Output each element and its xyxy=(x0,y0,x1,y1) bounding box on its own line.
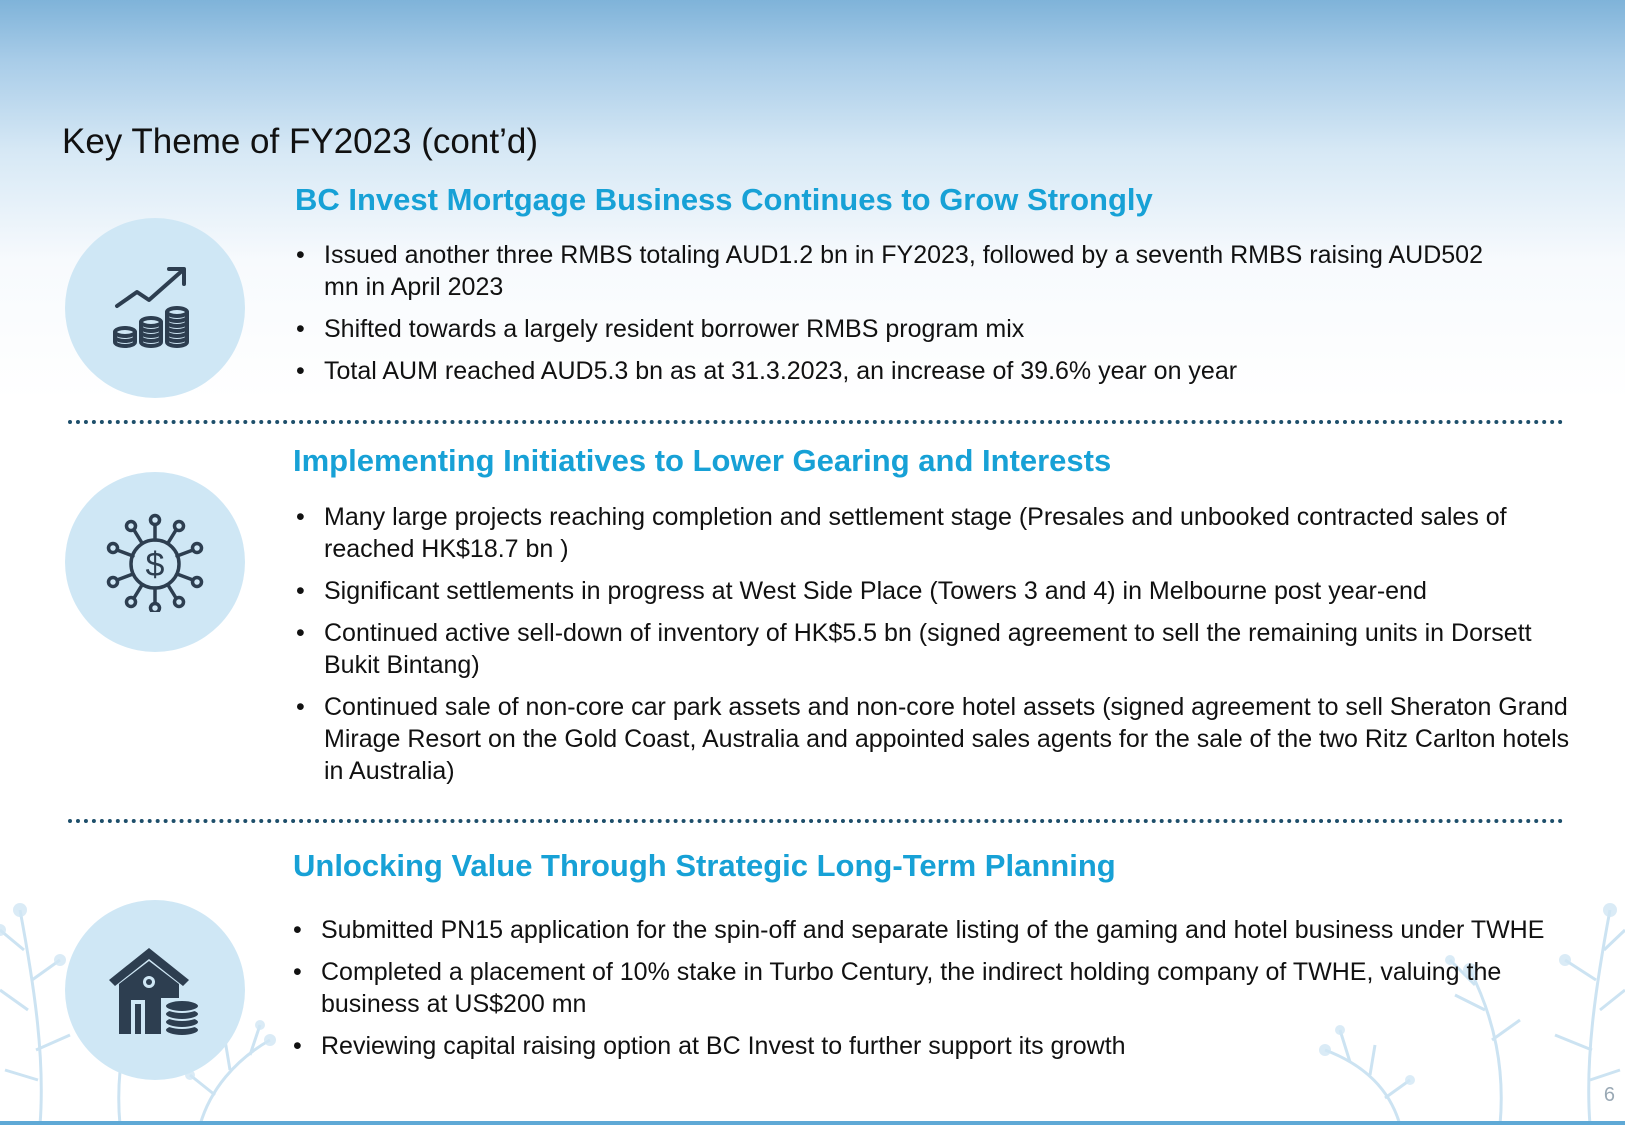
list-item: • Significant settlements in progress at West Side Place (Towers 3 and 4) in Melbourne post year-end xyxy=(294,575,1584,607)
list-item: • Shifted towards a largely resident borrower RMBS program mix xyxy=(294,313,1514,345)
house-coins-icon xyxy=(105,940,205,1040)
list-item: • Continued sale of non-core car park assets and non-core hotel assets (signed agreement to sell Sheraton Grand Mirage Resort on the Gold Coast, Australia and appointed sales agents for the sale of the two Ritz Carlton hotels in Australia) xyxy=(294,691,1584,787)
section-divider xyxy=(68,420,1564,424)
svg-text:$: $ xyxy=(145,546,165,584)
list-item: • Completed a placement of 10% stake in Turbo Century, the indirect holding company of TWHE, valuing the business at US$200 mn xyxy=(291,956,1581,1020)
icon-circle xyxy=(65,218,245,398)
dollar-network-icon xyxy=(105,512,205,612)
section-heading: Implementing Initiatives to Lower Gearing and Interests xyxy=(293,443,1112,478)
list-item: • Submitted PN15 application for the spin-off and separate listing of the gaming and hotel business under TWHE xyxy=(291,914,1581,946)
bullet-list xyxy=(291,914,1581,1072)
icon-circle xyxy=(65,900,245,1080)
list-item: • Reviewing capital raising option at BC Invest to further support its growth xyxy=(291,1030,1581,1062)
bottom-bar xyxy=(0,1121,1625,1125)
list-item: • Issued another three RMBS totaling AUD1.2 bn in FY2023, followed by a seventh RMBS raising AUD502 mn in April 2023 xyxy=(294,239,1514,303)
growth-coins-icon xyxy=(105,258,205,358)
page-number: 6 xyxy=(1603,1084,1615,1106)
list-item: • Total AUM reached AUD5.3 bn as at 31.3.2023, an increase of 39.6% year on year xyxy=(294,355,1514,387)
section-heading: BC Invest Mortgage Business Continues to Grow Strongly xyxy=(295,182,1153,217)
page-title: Key Theme of FY2023 (cont’d) xyxy=(62,122,538,161)
section-heading: Unlocking Value Through Strategic Long-Term Planning xyxy=(293,848,1116,883)
icon-circle xyxy=(65,472,245,652)
list-item: • Many large projects reaching completion and settlement stage (Presales and unbooked contracted sales of reached HK$18.7 bn ) xyxy=(294,501,1584,565)
section-divider xyxy=(68,819,1564,823)
bullet-list xyxy=(294,239,1514,397)
bullet-list xyxy=(294,501,1584,797)
list-item: • Continued active sell-down of inventory of HK$5.5 bn (signed agreement to sell the remaining units in Dorsett Bukit Bintang) xyxy=(294,617,1584,681)
